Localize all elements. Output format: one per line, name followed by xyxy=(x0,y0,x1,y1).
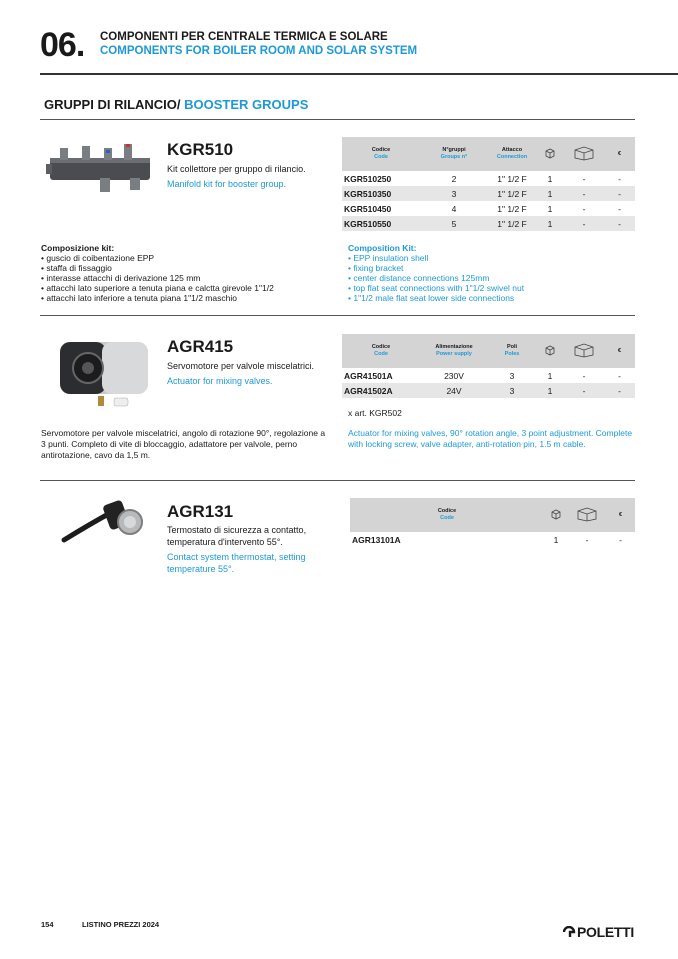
col-poles: Poli Poles xyxy=(488,334,536,368)
list-item: • center distance connections 125mm xyxy=(348,273,524,283)
header-divider xyxy=(40,73,678,75)
box-icon xyxy=(550,508,562,520)
kit-title-it: Composizione kit: xyxy=(41,243,115,253)
agr131-desc-it: Termostato di sicurezza a contatto, temperatura d'intervento 55°. xyxy=(167,525,307,547)
chapter-number: 06. xyxy=(40,26,85,64)
carton-icon xyxy=(573,342,595,358)
agr131-table xyxy=(350,498,635,547)
agr415-desc-it: Servomotore per valvole miscelatrici. xyxy=(167,361,315,371)
list-item: • top flat seat connections with 1"1/2 swivel nut xyxy=(348,283,524,293)
agr415-note: x art. KGR502 xyxy=(348,408,402,418)
section-divider xyxy=(40,119,635,120)
list-item: • EPP insulation shell xyxy=(348,253,524,263)
list-item: • staffa di fissaggio xyxy=(41,263,274,273)
kgr510-table xyxy=(342,137,635,231)
agr415-table xyxy=(342,334,635,398)
logo-text: POLETTI xyxy=(577,924,635,940)
col-price: € xyxy=(606,498,635,532)
col-code: Codice Code xyxy=(342,137,420,171)
agr131-product-image xyxy=(60,494,152,546)
table-row: KGR510350 3 1" 1/2 F 1 - - xyxy=(342,186,635,201)
kgr510-kit-en xyxy=(348,243,524,303)
section-title-it: GRUPPI DI RILANCIO/ xyxy=(44,97,181,112)
kgr510-name: KGR510 xyxy=(167,140,234,159)
col-pack xyxy=(564,137,604,171)
product-divider xyxy=(40,315,635,316)
col-code: Codice Code xyxy=(342,334,420,368)
agr415-desc-en: Actuator for mixing valves. xyxy=(167,376,273,386)
agr415-long-en: Actuator for mixing valves, 90° rotation angle, 3 point adjustment. Complete with locking screw, valve adapter, anti-rotation pin, 1.5 m cable. xyxy=(348,428,633,449)
logo-mark-icon xyxy=(563,926,577,938)
footer-title: LISTINO PREZZI 2024 xyxy=(82,920,160,929)
chapter-title-en: COMPONENTS FOR BOILER ROOM AND SOLAR SYSTEM xyxy=(100,45,418,57)
col-pack xyxy=(564,334,604,368)
list-item: • fixing bracket xyxy=(348,263,524,273)
table-header-row xyxy=(342,334,635,368)
col-qty xyxy=(544,498,568,532)
agr415-name: AGR415 xyxy=(167,337,234,356)
kgr510-desc-en: Manifold kit for booster group. xyxy=(167,179,287,189)
poletti-logo xyxy=(563,924,634,940)
table-row: KGR510450 4 1" 1/2 F 1 - - xyxy=(344,203,621,214)
chapter-title-it: COMPONENTI PER CENTRALE TERMICA E SOLARE xyxy=(100,31,388,43)
section-title xyxy=(44,97,308,112)
carton-icon xyxy=(576,506,598,522)
kgr510-kit-it xyxy=(41,243,274,303)
agr131-desc-en: Contact system thermostat, setting temperature 55°. xyxy=(167,552,306,574)
col-price: € xyxy=(604,334,635,368)
col-qty xyxy=(536,334,564,368)
col-code: Codice Code xyxy=(350,498,544,532)
list-item: • interasse attacchi di derivazione 125 mm xyxy=(41,273,274,283)
col-price: € xyxy=(604,137,635,171)
carton-icon xyxy=(573,145,595,161)
col-supply: Alimentazione Power supply xyxy=(420,334,488,368)
list-item: • guscio di coibentazione EPP xyxy=(41,253,274,263)
page-number: 154 xyxy=(41,920,54,929)
kgr510-product-image xyxy=(46,142,156,194)
section-title-en: BOOSTER GROUPS xyxy=(184,97,309,112)
table-header-row xyxy=(342,137,635,171)
col-groups: N°gruppi Groups n° xyxy=(420,137,488,171)
table-row: KGR510550 5 1" 1/2 F 1 - - xyxy=(342,216,635,231)
kgr510-desc-it: Kit collettore per gruppo di rilancio. xyxy=(167,164,306,174)
table-row: AGR41502A 24V 3 1 - - xyxy=(342,383,635,398)
product-divider xyxy=(40,480,635,481)
agr415-long-it: Servomotore per valvole miscelatrici, angolo di rotazione 90°, regolazione a 3 punti. Completo di vite di bloccaggio, adattatore per valvole, perno antirotazione, cavo da 1,5 m. xyxy=(41,428,326,460)
box-icon xyxy=(544,147,556,159)
kit-title-en: Composition Kit: xyxy=(348,243,417,253)
agr415-product-image xyxy=(58,338,152,416)
table-row: KGR510250 2 1" 1/2 F 1 - - xyxy=(344,173,621,184)
list-item: • attacchi lato superiore a tenuta piana e calctta girevole 1"1/2 xyxy=(41,283,274,293)
list-item: • attacchi lato inferiore a tenuta piana 1"1/2 maschio xyxy=(41,293,274,303)
table-row: AGR41501A 230V 3 1 - - xyxy=(344,370,621,381)
col-pack xyxy=(568,498,606,532)
agr131-name: AGR131 xyxy=(167,502,234,521)
box-icon xyxy=(544,344,556,356)
col-connection: Attacco Connection xyxy=(488,137,536,171)
table-row: AGR13101A 1 - - xyxy=(352,534,622,545)
col-qty xyxy=(536,137,564,171)
table-header-row xyxy=(350,498,635,532)
list-item: • 1"1/2 male flat seat lower side connections xyxy=(348,293,524,303)
